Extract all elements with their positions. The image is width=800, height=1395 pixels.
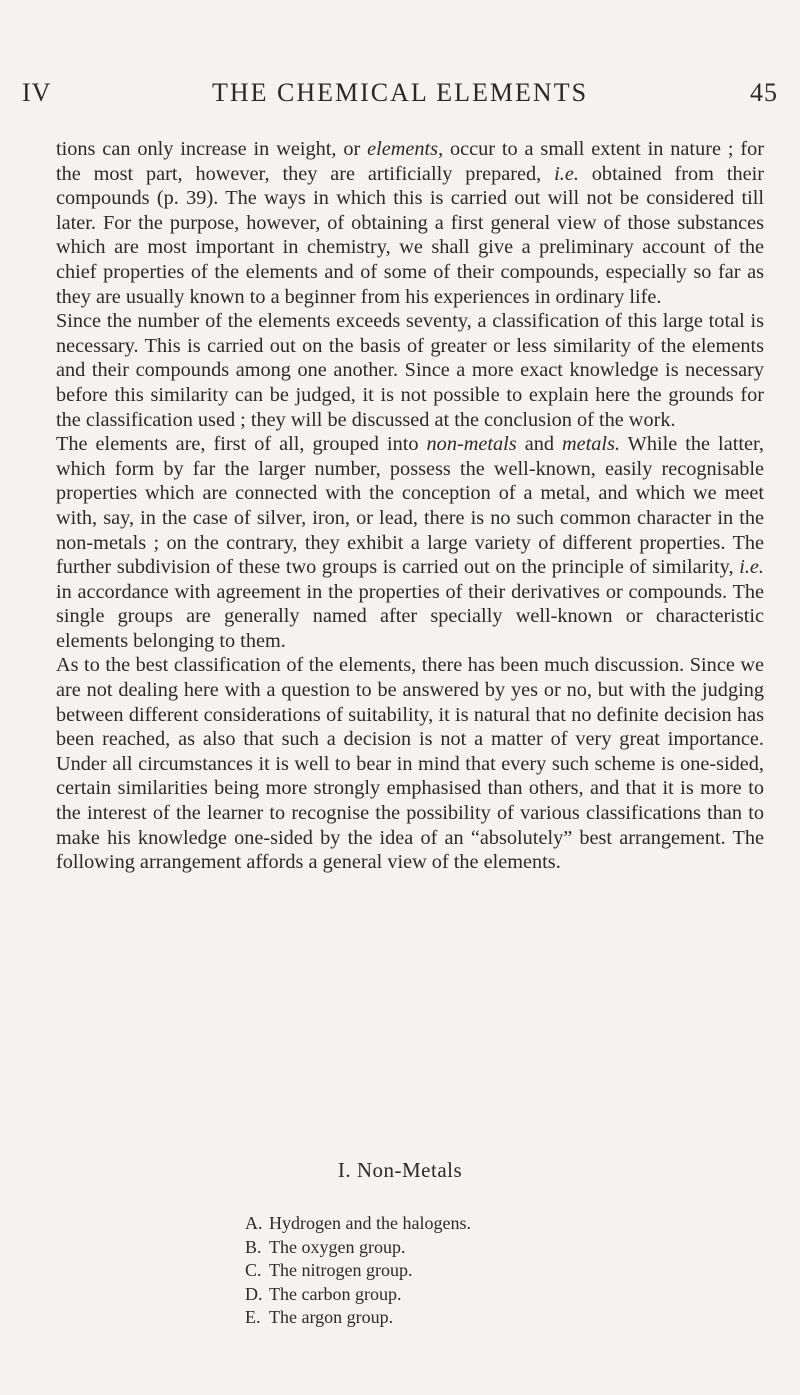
list-item: [245, 1236, 471, 1260]
text-run: , occur to a small extent in nature ; for the most part, however, they are artificially prepared,: [56, 138, 764, 185]
chapter-number: IV: [22, 78, 52, 107]
running-header: [22, 78, 778, 118]
list-marker: E.: [245, 1307, 261, 1327]
italic-term: metals.: [562, 433, 621, 456]
group-list: [245, 1212, 471, 1330]
text-run: tions can only increase in weight, or: [56, 138, 368, 160]
text-run: While the latter, which form by far the larger number, possess the well-known, easily recognisable properties which are connected with the conception of a metal, and which we meet with, say, in the case of silver, iron, or lead, there is no such common character in the non-metals ; on the contrary, they exhibit a large variety of different properties. The further subdivision of these two groups is carried out on the principle of similarity,: [56, 433, 764, 579]
text-run: and: [516, 433, 562, 456]
list-item-text: The carbon group.: [269, 1283, 402, 1304]
text-run: As to the best classification of the elements, there has been much discussion. Since we are not dealing here with a question to be answered by yes or no, but with the judging between different considerations of suitability, it is natural that no definite decision has been reached, as also that such a decision is not a matter of very great importance. Under all circumstances it is well to bear in mind that every such scheme is one-sided, certain similarities being more strongly emphasised than others, and that it is more to the interest of the learner to recognise the possibility of various classifications than to make his knowledge one-sided by the idea of an “absolutely” best arrangement. The following arrangement affords a general view of the elements.: [56, 654, 764, 874]
page-number: 45: [750, 78, 778, 107]
italic-term: i.e.: [739, 556, 764, 579]
text-run: obtained from their compounds (p. 39). The ways in which this is carried out will not be considered till later. For the purpose, however, of obtaining a first general view of those substances which are most important in chemistry, we shall give a preliminary account of the chief properties of the elements and of some of their compounds, especially so far as they are usually known to a beginner from his experiences in ordinary life.: [56, 162, 764, 308]
section-heading: I. Non-Metals: [337, 1158, 463, 1182]
italic-term: non-metals: [426, 433, 517, 456]
list-marker: B.: [245, 1236, 262, 1257]
list-item-text: The oxygen group.: [269, 1236, 406, 1257]
text-run: The elements are, first of all, grouped into: [56, 433, 427, 456]
list-item-text: The argon group.: [269, 1307, 394, 1327]
paragraph: [56, 137, 764, 309]
italic-term: i.e.: [554, 162, 579, 185]
body-text: [56, 137, 764, 875]
list-item: [245, 1259, 471, 1283]
text-run: in accordance with agreement in the properties of their derivatives or compounds. The single groups are generally named after specially well-known or characteristic elements belonging to them.: [56, 580, 764, 652]
paragraph: [56, 653, 764, 874]
running-title: THE CHEMICAL ELEMENTS: [211, 78, 589, 107]
list-item-text: The nitrogen group.: [269, 1260, 413, 1280]
text-run: Since the number of the elements exceeds seventy, a classification of this large total is necessary. This is carried out on the basis of greater or less similarity of the elements and their compounds among one another. Since a more exact knowledge is necessary before this similarity can be judged, it is not possible to explain here the grounds for the classification used ; they will be discussed at the conclusion of the work.: [56, 310, 764, 431]
list-item: [245, 1283, 471, 1307]
list-marker: A.: [245, 1213, 263, 1233]
list-marker: D.: [245, 1283, 263, 1304]
list-item: [245, 1306, 471, 1330]
paragraph: [56, 432, 764, 653]
list-item: [245, 1212, 471, 1236]
italic-term: elements: [367, 138, 439, 160]
list-marker: C.: [245, 1260, 262, 1280]
list-item-text: Hydrogen and the halogens.: [269, 1213, 471, 1233]
paragraph: [56, 309, 764, 432]
